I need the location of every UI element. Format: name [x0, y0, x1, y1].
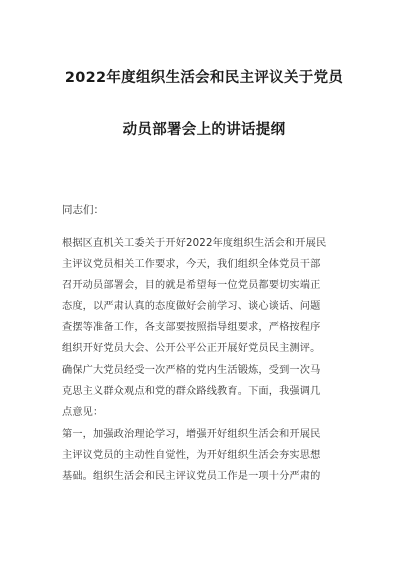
paragraph-1-line: 态度，以严肃认真的态度做好会前学习、谈心谈话、问题 — [62, 301, 321, 313]
paragraph-1 — [62, 233, 358, 423]
paragraph-1-line: 点意见： — [62, 406, 104, 418]
paragraph-2-line: 基础。组织生活会和民主评议党员工作是一项十分严肃的 — [62, 471, 321, 483]
salutation: 同志们： — [62, 204, 104, 216]
document-title-line-1: 2022年度组织生活会和民主评议关于党员 — [64, 70, 344, 86]
paragraph-1-line: 主评议党员相关工作要求，今天，我们组织全体党员干部 — [62, 259, 321, 271]
paragraph-1-line: 查摆等准备工作，各支部要按照指导组要求，严格按程序 — [62, 322, 321, 334]
paragraph-1-line: 克思主义群众观点和党的群众路线教育。下面，我强调几 — [62, 385, 321, 397]
paragraph-2-line: 第一，加强政治理论学习，增强开好组织生活会和开展民 — [62, 429, 321, 440]
paragraph-1-line: 召开动员部署会，目的就是希望每一位党员都要切实端正 — [62, 280, 321, 292]
paragraph-1-line: 组织开好党员大会、公开公平公正开展好党员民主测评。 — [62, 343, 321, 355]
document-title-line-2: 动员部署会上的讲话提纲 — [122, 122, 286, 138]
paragraph-2 — [62, 424, 358, 487]
paragraph-2-line: 主评议党员的主动性自觉性，为开好组织生活会夯实思想 — [62, 450, 321, 462]
paragraph-1-line: 确保广大党员经受一次严格的党内生活锻炼，受到一次马 — [62, 364, 321, 376]
paragraph-1-line: 根据区直机关工委关于开好2022年度组织生活会和开展民 — [62, 238, 327, 249]
